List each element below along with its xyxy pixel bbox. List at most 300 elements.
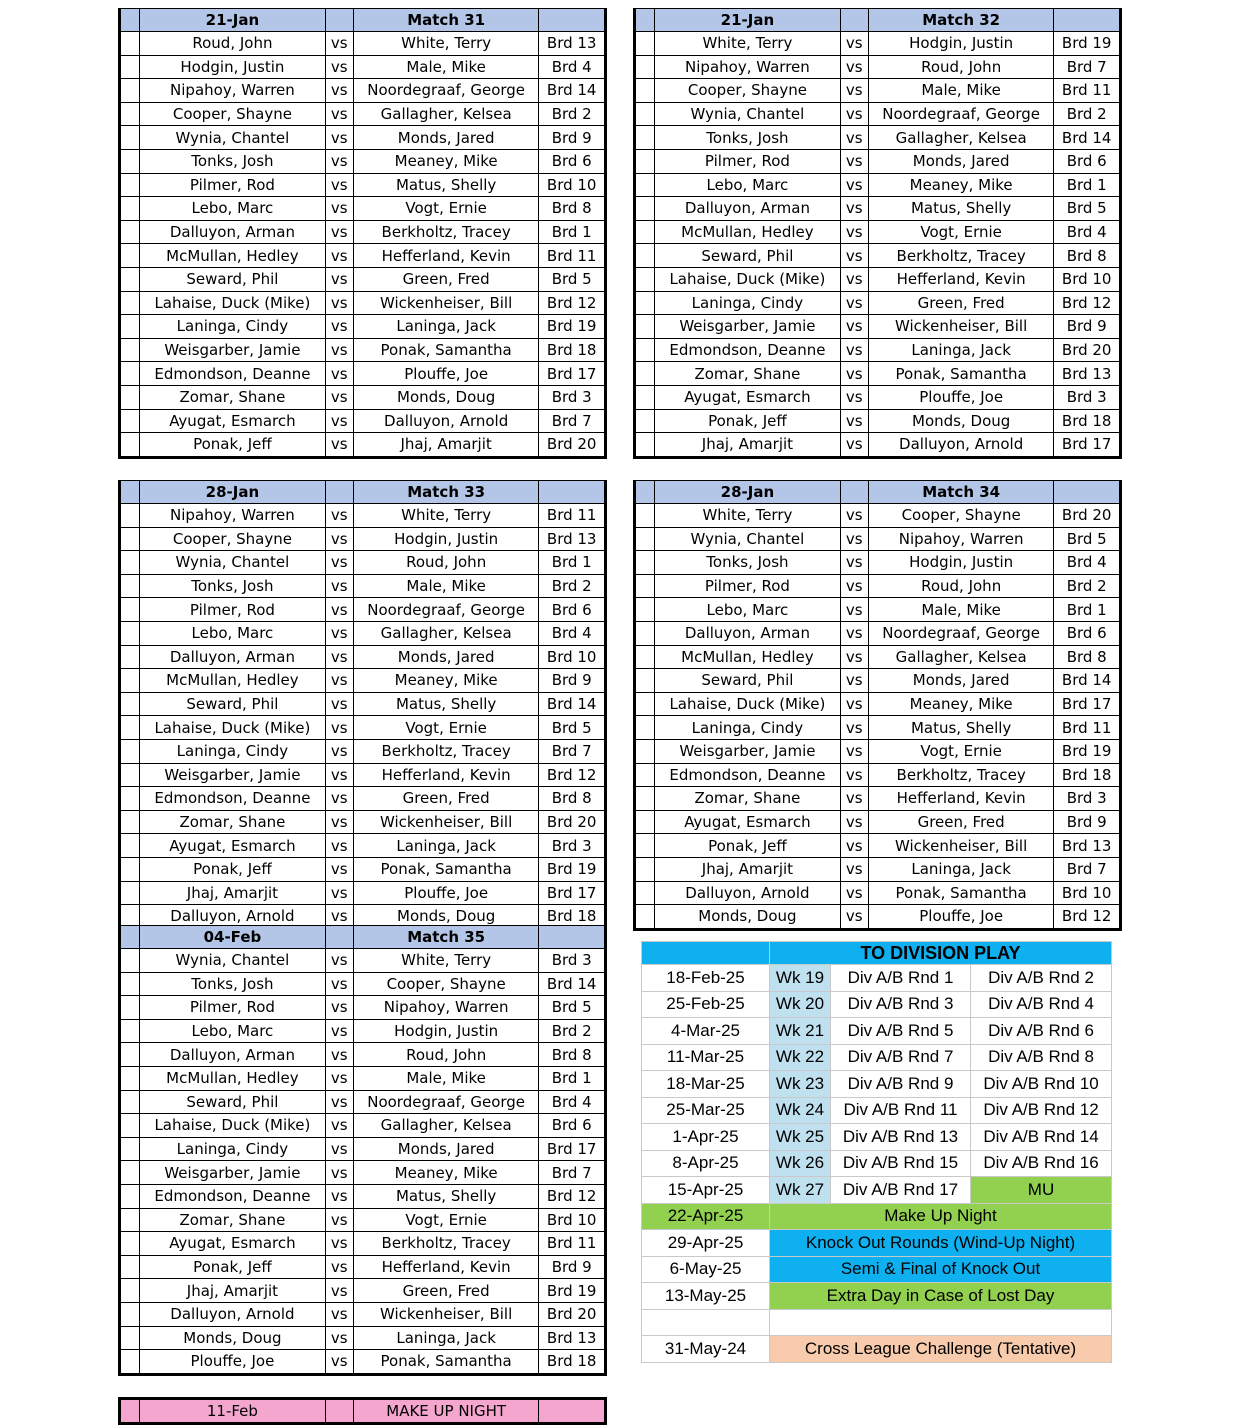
vs-label: vs [325,1137,353,1161]
player-black: Male, Mike [868,598,1054,622]
blank-cell [635,716,655,740]
board-number: Brd 20 [539,433,606,458]
vs-label: vs [325,55,353,79]
blank-cell [642,1309,770,1336]
vs-label: vs [325,149,353,173]
player-white: Seward, Phil [140,692,326,716]
board-number: Brd 8 [539,1043,606,1067]
player-white: Seward, Phil [655,669,841,693]
player-white: Pilmer, Rod [140,173,326,197]
player-black: Male, Mike [353,55,539,79]
game-row [120,244,606,268]
player-black: Hefferland, Kevin [868,267,1054,291]
week-number: Wk 24 [770,1097,831,1124]
board-number: Brd 13 [539,32,606,56]
player-white: Dalluyon, Arnold [140,1302,326,1326]
board-number: Brd 14 [539,79,606,103]
round-b: Div A/B Rnd 12 [971,1097,1112,1124]
game-row [120,197,606,221]
board-number: Brd 18 [539,338,606,362]
game-row [120,574,606,598]
board-number: Brd 10 [539,173,606,197]
player-white: Ayugat, Esmarch [655,385,841,409]
board-number: Brd 19 [539,315,606,339]
player-black: Green, Fred [868,810,1054,834]
board-number: Brd 19 [539,1279,606,1303]
division-week-row [642,1071,1112,1098]
player-black: Gallagher, Kelsea [353,621,539,645]
player-black: Hodgin, Justin [353,1019,539,1043]
blank-cell [635,173,655,197]
game-row [120,692,606,716]
player-white: McMullan, Hedley [140,669,326,693]
game-row [635,55,1121,79]
board-number: Brd 7 [539,409,606,433]
player-white: Edmondson, Deanne [655,763,841,787]
board-number: Brd 3 [539,949,606,973]
vs-label: vs [840,787,868,811]
game-row [635,787,1121,811]
game-row [120,810,606,834]
player-white: Cooper, Shayne [140,527,326,551]
blank-cell [120,197,140,221]
board-number: Brd 14 [539,692,606,716]
player-white: Ponak, Jeff [655,409,841,433]
player-black: Hefferland, Kevin [353,763,539,787]
makeup-night-table [118,1397,607,1425]
board-number: Brd 17 [1054,433,1121,458]
player-black: Meaney, Mike [868,173,1054,197]
blank-cell [635,905,655,930]
vs-label: vs [840,692,868,716]
vs-label: vs [325,173,353,197]
player-white: Ayugat, Esmarch [140,409,326,433]
game-row [635,527,1121,551]
blank-cell [120,926,140,949]
player-white: Lahaise, Duck (Mike) [655,267,841,291]
board-number: Brd 20 [539,1302,606,1326]
blank-cell [635,504,655,528]
player-white: Dalluyon, Arnold [655,881,841,905]
week-date: 1-Apr-25 [642,1124,770,1151]
player-black: White, Terry [353,504,539,528]
player-black: Berkholtz, Tracey [353,1232,539,1256]
blank-cell [635,669,655,693]
round-a: Div A/B Rnd 9 [831,1071,971,1098]
blank-cell [840,481,868,504]
blank-cell [635,9,655,32]
game-row [120,1161,606,1185]
player-white: Lebo, Marc [655,173,841,197]
player-white: Jhaj, Amarjit [140,881,326,905]
round-b: Div A/B Rnd 6 [971,1018,1112,1045]
board-number: Brd 3 [539,385,606,409]
game-row [120,504,606,528]
round-b: Div A/B Rnd 2 [971,965,1112,992]
player-black: Matus, Shelly [868,197,1054,221]
game-row [635,621,1121,645]
board-number: Brd 18 [1054,763,1121,787]
player-black: Matus, Shelly [353,173,539,197]
board-number: Brd 6 [1054,149,1121,173]
vs-label: vs [325,1326,353,1350]
game-row [635,385,1121,409]
board-number: Brd 10 [1054,881,1121,905]
player-white: Pilmer, Rod [655,149,841,173]
player-black: Meaney, Mike [868,692,1054,716]
game-row [635,409,1121,433]
player-black: Hodgin, Justin [868,32,1054,56]
player-white: Jhaj, Amarjit [655,857,841,881]
blank-cell [120,692,140,716]
round-b: Div A/B Rnd 8 [971,1044,1112,1071]
blank-cell [120,1137,140,1161]
game-row [635,905,1121,930]
blank-cell [325,926,353,949]
blank-cell [635,834,655,858]
blank-cell [635,338,655,362]
blank-cell [642,942,770,965]
division-week-row [642,1097,1112,1124]
blank-cell [325,1399,353,1424]
blank-cell [635,787,655,811]
player-white: Nipahoy, Warren [140,79,326,103]
round-b: Div A/B Rnd 4 [971,991,1112,1018]
blank-cell [325,9,353,32]
round-a: Div A/B Rnd 3 [831,991,971,1018]
round-a: Div A/B Rnd 11 [831,1097,971,1124]
player-white: Lebo, Marc [140,197,326,221]
player-white: Zomar, Shane [655,362,841,386]
game-row [120,1019,606,1043]
game-row [635,504,1121,528]
vs-label: vs [840,126,868,150]
board-number: Brd 20 [1054,504,1121,528]
blank-cell [120,1090,140,1114]
blank-cell [635,362,655,386]
player-black: Plouffe, Joe [868,905,1054,930]
player-black: Laninga, Jack [353,1326,539,1350]
blank-cell [635,527,655,551]
player-white: Wynia, Chantel [655,102,841,126]
game-row [635,716,1121,740]
board-number: Brd 14 [539,972,606,996]
vs-label: vs [840,362,868,386]
player-white: Laninga, Cindy [655,291,841,315]
round-b: Div A/B Rnd 14 [971,1124,1112,1151]
board-number: Brd 13 [539,527,606,551]
vs-label: vs [840,102,868,126]
game-row [635,197,1121,221]
game-row [120,1137,606,1161]
vs-label: vs [840,905,868,930]
player-black: Matus, Shelly [353,1184,539,1208]
player-white: Ponak, Jeff [655,834,841,858]
match-header-row [635,9,1121,32]
division-play-table [641,941,1112,1363]
player-white: Weisgarber, Jamie [140,1161,326,1185]
player-black: Ponak, Samantha [868,881,1054,905]
player-black: Wickenheiser, Bill [353,291,539,315]
player-black: Laninga, Jack [353,834,539,858]
player-black: Hefferland, Kevin [353,244,539,268]
game-row [120,972,606,996]
game-row [120,881,606,905]
blank-cell [120,102,140,126]
game-row [120,598,606,622]
match-date: 21-Jan [655,9,841,32]
board-number: Brd 12 [539,1184,606,1208]
division-week-row [642,1044,1112,1071]
vs-label: vs [840,881,868,905]
game-row [120,1043,606,1067]
blank-cell [120,173,140,197]
blank-cell [120,385,140,409]
division-week-row [642,1177,1112,1204]
vs-label: vs [325,291,353,315]
player-white: Cooper, Shayne [140,102,326,126]
board-number: Brd 6 [539,1114,606,1138]
player-black: Vogt, Ernie [353,1208,539,1232]
game-row [120,409,606,433]
board-number: Brd 3 [1054,787,1121,811]
game-row [120,79,606,103]
player-white: Monds, Doug [655,905,841,930]
division-event-row [642,1203,1112,1230]
blank-cell [120,55,140,79]
player-white: Weisgarber, Jamie [140,763,326,787]
board-number: Brd 9 [539,1255,606,1279]
blank-cell [120,220,140,244]
blank-cell [120,481,140,504]
game-row [635,810,1121,834]
game-row [635,79,1121,103]
board-number: Brd 6 [539,149,606,173]
vs-label: vs [325,527,353,551]
player-white: Dalluyon, Arman [140,220,326,244]
match-31-table [118,8,607,459]
player-black: Roud, John [353,1043,539,1067]
blank-cell [120,996,140,1020]
vs-label: vs [840,291,868,315]
vs-label: vs [325,598,353,622]
match-date: 28-Jan [140,481,326,504]
player-black: Noordegraaf, George [353,1090,539,1114]
player-black: Meaney, Mike [353,149,539,173]
blank-cell [840,9,868,32]
board-number: Brd 6 [539,598,606,622]
match-header-row [120,9,606,32]
player-black: Vogt, Ernie [868,220,1054,244]
game-row [120,385,606,409]
match-date: 04-Feb [140,926,326,949]
board-number: Brd 19 [1054,32,1121,56]
blank-cell [120,1066,140,1090]
division-event-row [642,1256,1112,1283]
player-black: Ponak, Samantha [868,362,1054,386]
board-number: Brd 9 [1054,810,1121,834]
game-row [120,1279,606,1303]
vs-label: vs [325,338,353,362]
player-black: Monds, Doug [353,905,539,930]
vs-label: vs [325,385,353,409]
player-black: Monds, Jared [353,645,539,669]
game-row [120,551,606,575]
match-33-table [118,480,607,931]
board-number: Brd 1 [1054,598,1121,622]
game-row [120,1350,606,1375]
vs-label: vs [840,763,868,787]
game-row [120,267,606,291]
board-number: Brd 4 [1054,551,1121,575]
player-black: Gallagher, Kelsea [353,102,539,126]
game-row [635,173,1121,197]
board-number: Brd 18 [539,1350,606,1375]
vs-label: vs [840,55,868,79]
game-row [635,315,1121,339]
vs-label: vs [840,834,868,858]
game-row [120,763,606,787]
makeup-label: MAKE UP NIGHT [353,1399,539,1424]
game-row [635,244,1121,268]
vs-label: vs [840,645,868,669]
round-a: Div A/B Rnd 15 [831,1150,971,1177]
blank-cell [1054,481,1121,504]
player-white: Ponak, Jeff [140,433,326,458]
game-row [635,551,1121,575]
board-number: Brd 20 [539,810,606,834]
player-black: Male, Mike [868,79,1054,103]
vs-label: vs [325,881,353,905]
blank-cell [635,810,655,834]
blank-cell [120,1279,140,1303]
board-number: Brd 7 [1054,857,1121,881]
vs-label: vs [840,409,868,433]
vs-label: vs [325,621,353,645]
player-black: Green, Fred [353,787,539,811]
vs-label: vs [840,32,868,56]
vs-label: vs [325,787,353,811]
vs-label: vs [840,385,868,409]
blank-cell [635,79,655,103]
week-number: Wk 23 [770,1071,831,1098]
vs-label: vs [325,362,353,386]
blank-cell [635,433,655,458]
player-black: Monds, Jared [868,149,1054,173]
event-date: 22-Apr-25 [642,1203,770,1230]
week-date: 18-Feb-25 [642,965,770,992]
player-white: Zomar, Shane [140,1208,326,1232]
vs-label: vs [325,692,353,716]
week-date: 8-Apr-25 [642,1150,770,1177]
blank-cell [120,551,140,575]
player-white: Cooper, Shayne [655,79,841,103]
game-row [120,669,606,693]
player-black: Gallagher, Kelsea [868,645,1054,669]
blank-cell [635,551,655,575]
player-white: Tonks, Josh [655,551,841,575]
vs-label: vs [325,810,353,834]
board-number: Brd 2 [1054,574,1121,598]
vs-label: vs [840,173,868,197]
player-white: Lebo, Marc [655,598,841,622]
blank-cell [635,481,655,504]
vs-label: vs [325,763,353,787]
game-row [120,716,606,740]
player-white: Wynia, Chantel [140,551,326,575]
division-event-row [642,1283,1112,1310]
player-white: Wynia, Chantel [140,126,326,150]
vs-label: vs [840,551,868,575]
blank-cell [120,244,140,268]
round-a: Div A/B Rnd 1 [831,965,971,992]
event-label: Knock Out Rounds (Wind-Up Night) [770,1230,1112,1257]
player-white: McMullan, Hedley [140,1066,326,1090]
match-title: Match 31 [353,9,539,32]
player-white: Tonks, Josh [140,149,326,173]
player-black: Plouffe, Joe [353,362,539,386]
player-black: Monds, Jared [868,669,1054,693]
blank-cell [120,739,140,763]
game-row [635,362,1121,386]
player-white: Ayugat, Esmarch [140,1232,326,1256]
game-row [120,32,606,56]
player-white: Lahaise, Duck (Mike) [140,291,326,315]
vs-label: vs [325,1350,353,1375]
event-label: Semi & Final of Knock Out [770,1256,1112,1283]
vs-label: vs [325,102,353,126]
vs-label: vs [325,197,353,221]
board-number: Brd 11 [1054,716,1121,740]
blank-cell [635,32,655,56]
vs-label: vs [325,220,353,244]
vs-label: vs [325,739,353,763]
player-white: Zomar, Shane [140,810,326,834]
blank-cell [120,1302,140,1326]
game-row [120,1326,606,1350]
board-number: Brd 19 [539,857,606,881]
vs-label: vs [325,669,353,693]
vs-label: vs [325,1302,353,1326]
player-black: Matus, Shelly [868,716,1054,740]
board-number: Brd 2 [539,102,606,126]
vs-label: vs [325,996,353,1020]
player-white: Nipahoy, Warren [655,55,841,79]
match-header-row [635,481,1121,504]
game-row [120,1302,606,1326]
blank-cell [635,315,655,339]
game-row [120,621,606,645]
blank-cell [120,810,140,834]
player-black: Meaney, Mike [353,1161,539,1185]
blank-cell [539,1399,606,1424]
division-week-row [642,965,1112,992]
vs-label: vs [840,267,868,291]
player-black: Wickenheiser, Bill [868,834,1054,858]
vs-label: vs [325,126,353,150]
board-number: Brd 17 [1054,692,1121,716]
event-label: Cross League Challenge (Tentative) [770,1336,1112,1363]
player-white: Edmondson, Deanne [140,362,326,386]
vs-label: vs [325,1114,353,1138]
board-number: Brd 11 [1054,79,1121,103]
week-number: Wk 20 [770,991,831,1018]
blank-cell [635,291,655,315]
blank-cell [120,79,140,103]
blank-cell [120,338,140,362]
vs-label: vs [325,574,353,598]
player-white: Laninga, Cindy [140,1137,326,1161]
